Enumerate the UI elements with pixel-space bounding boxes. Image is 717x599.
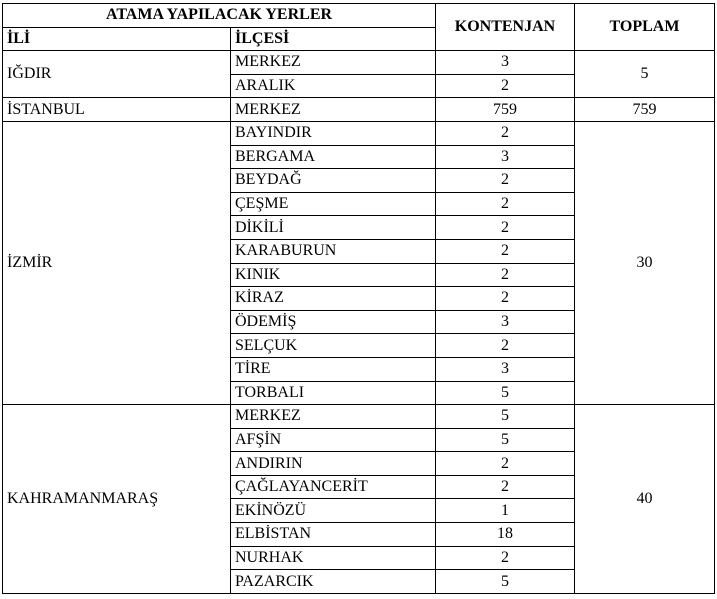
toplam-cell: 40	[575, 405, 715, 594]
table-row	[3, 405, 715, 429]
kontenjan-cell: 3	[436, 51, 575, 75]
kontenjan-cell: 1	[436, 499, 575, 523]
kontenjan-cell: 2	[436, 169, 575, 193]
ilce-cell: ÖDEMİŞ	[231, 310, 436, 334]
header-row-title	[3, 4, 715, 28]
ilce-cell: DİKİLİ	[231, 216, 436, 240]
il-cell: İSTANBUL	[3, 98, 231, 122]
ilce-cell: PAZARCIK	[231, 570, 436, 594]
ilce-cell: MERKEZ	[231, 98, 436, 122]
kontenjan-cell: 5	[436, 428, 575, 452]
kontenjan-cell: 2	[436, 546, 575, 570]
ilce-cell: TORBALI	[231, 381, 436, 405]
table-row	[3, 121, 715, 145]
ilce-cell: ÇAĞLAYANCERİT	[231, 475, 436, 499]
ilce-cell: ELBİSTAN	[231, 523, 436, 547]
assignment-table	[2, 3, 715, 594]
ilce-cell: SELÇUK	[231, 334, 436, 358]
table-row	[3, 51, 715, 75]
ilce-cell: NURHAK	[231, 546, 436, 570]
header-toplam: TOPLAM	[575, 4, 715, 51]
kontenjan-cell: 2	[436, 121, 575, 145]
kontenjan-cell: 5	[436, 405, 575, 429]
kontenjan-cell: 3	[436, 310, 575, 334]
kontenjan-cell: 5	[436, 381, 575, 405]
kontenjan-cell: 2	[436, 192, 575, 216]
kontenjan-cell: 2	[436, 287, 575, 311]
kontenjan-cell: 5	[436, 570, 575, 594]
table-row	[3, 98, 715, 122]
ilce-cell: EKİNÖZÜ	[231, 499, 436, 523]
header-title: ATAMA YAPILACAK YERLER	[3, 4, 436, 28]
il-cell: KAHRAMANMARAŞ	[3, 405, 231, 594]
kontenjan-cell: 2	[436, 74, 575, 98]
ilce-cell: KİRAZ	[231, 287, 436, 311]
ilce-cell: BERGAMA	[231, 145, 436, 169]
kontenjan-cell: 2	[436, 475, 575, 499]
table-body	[3, 51, 715, 594]
ilce-cell: MERKEZ	[231, 405, 436, 429]
header-kontenjan: KONTENJAN	[436, 4, 575, 51]
ilce-cell: TİRE	[231, 357, 436, 381]
kontenjan-cell: 2	[436, 263, 575, 287]
kontenjan-cell: 3	[436, 357, 575, 381]
ilce-cell: ARALIK	[231, 74, 436, 98]
kontenjan-cell: 2	[436, 334, 575, 358]
ilce-cell: KARABURUN	[231, 239, 436, 263]
kontenjan-cell: 759	[436, 98, 575, 122]
ilce-cell: KINIK	[231, 263, 436, 287]
il-cell: İZMİR	[3, 121, 231, 404]
toplam-cell: 5	[575, 51, 715, 98]
ilce-cell: MERKEZ	[231, 51, 436, 75]
header-il: İLİ	[3, 27, 231, 51]
kontenjan-cell: 2	[436, 452, 575, 476]
kontenjan-cell: 2	[436, 216, 575, 240]
toplam-cell: 30	[575, 121, 715, 404]
toplam-cell: 759	[575, 98, 715, 122]
ilce-cell: ÇEŞME	[231, 192, 436, 216]
ilce-cell: ANDIRIN	[231, 452, 436, 476]
ilce-cell: BAYINDIR	[231, 121, 436, 145]
header-ilce: İLÇESİ	[231, 27, 436, 51]
ilce-cell: BEYDAĞ	[231, 169, 436, 193]
ilce-cell: AFŞİN	[231, 428, 436, 452]
kontenjan-cell: 3	[436, 145, 575, 169]
kontenjan-cell: 2	[436, 239, 575, 263]
il-cell: IĞDIR	[3, 51, 231, 98]
table-header	[3, 4, 715, 51]
kontenjan-cell: 18	[436, 523, 575, 547]
